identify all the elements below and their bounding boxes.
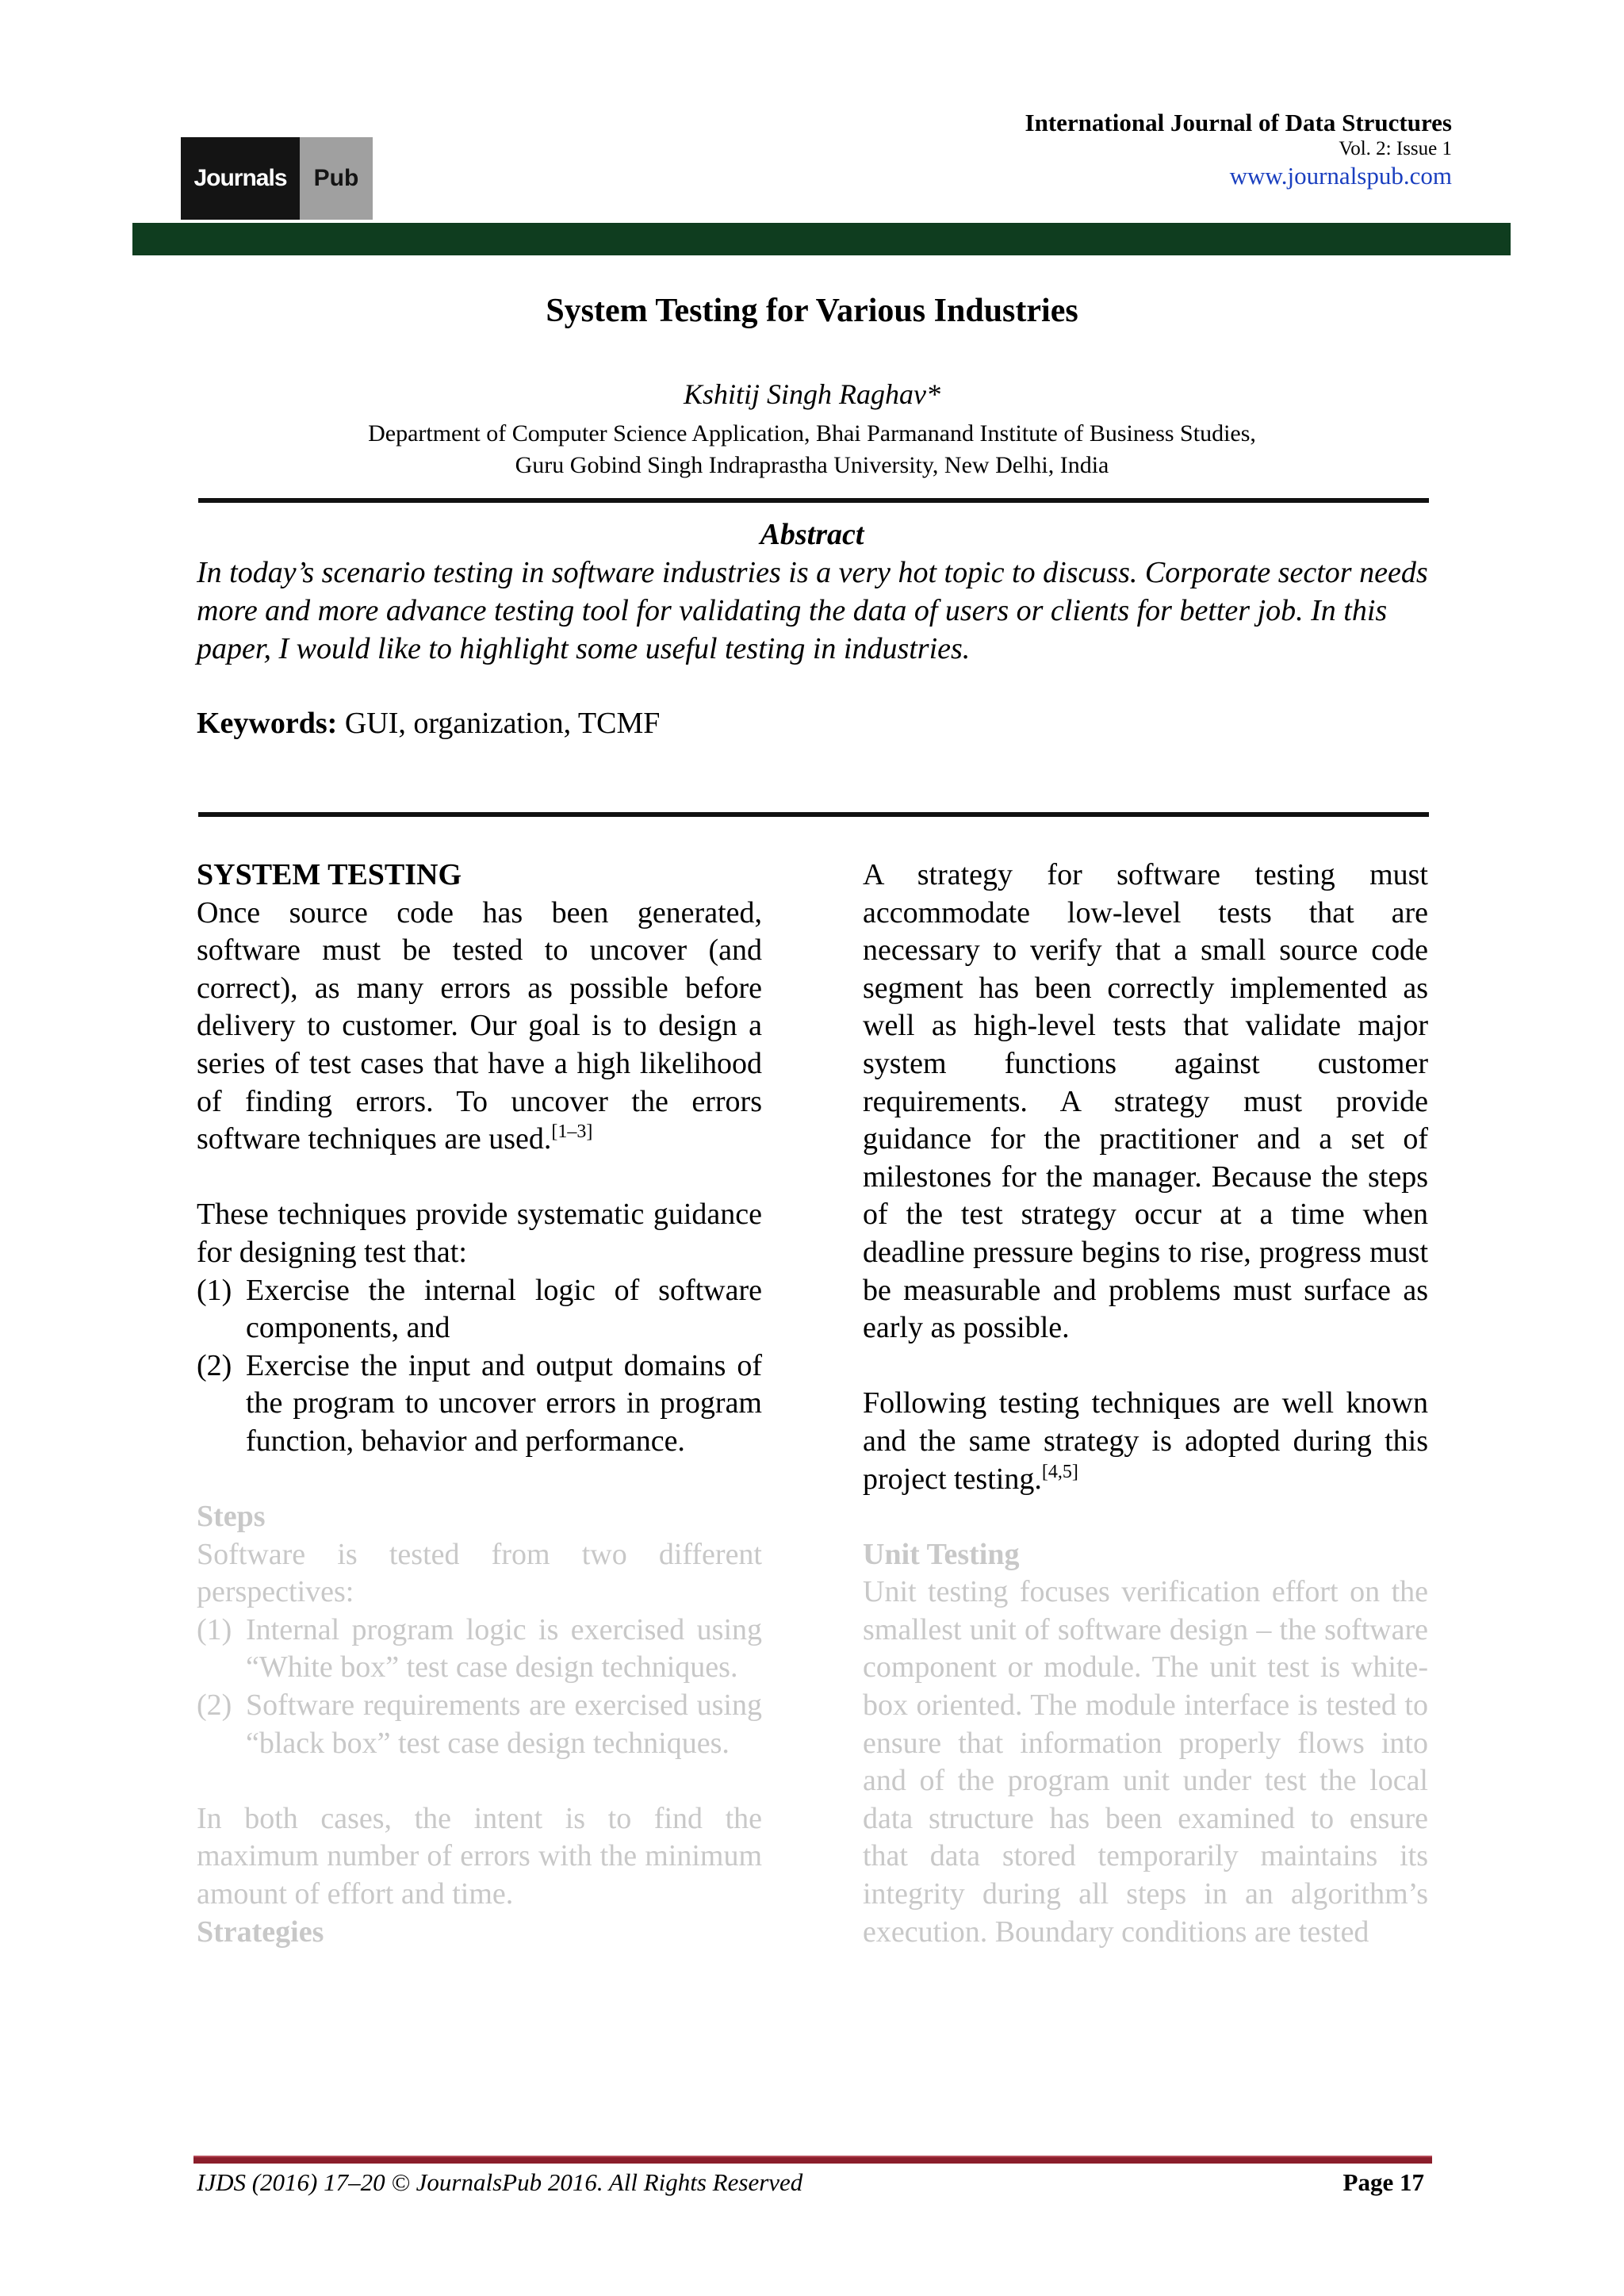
right-column (863, 857, 1428, 1951)
paragraph-intro-text: Once source code has been generated, software must be tested to uncover (and correct), as many errors as possible before delivery to customer. Our goal is to design a series of test cases that have a high likelihood of finding errors. To uncover the errors software techniques are used. (197, 895, 762, 1156)
abstract-divider (198, 812, 1429, 817)
affiliation-line-1: Department of Computer Science Application, Bhai Parmanand Institute of Business Studies, (368, 420, 1256, 447)
list-number: (2) (197, 1348, 232, 1382)
section-heading-strategies: Strategies (197, 1915, 324, 1949)
list-number: (1) (197, 1273, 232, 1307)
footer-citation: IJDS (2016) 17–20 © JournalsPub 2016. All Rights Reserved (197, 2168, 803, 2196)
list-text: Exercise the input and output domains of the program to uncover errors in program function, behavior and performance. (246, 1348, 762, 1458)
faded-preview-right (863, 1536, 1428, 1952)
footer-bar (193, 2156, 1432, 2164)
keywords-label: Keywords: (197, 707, 338, 740)
list-number: (1) (197, 1612, 232, 1646)
journal-header (1025, 108, 1452, 190)
logo-left-text: Journals (181, 137, 300, 220)
keywords-value: GUI, organization, TCMF (337, 707, 661, 740)
header-bar (132, 223, 1511, 255)
section-heading-system-testing: SYSTEM TESTING (197, 858, 462, 891)
affiliation-line-2: Guru Gobind Singh Indraprastha University, New Delhi, India (515, 452, 1109, 478)
paragraph-steps-intro: Software is tested from two different perspectives: (197, 1537, 762, 1609)
top-divider (198, 498, 1429, 503)
section-heading-steps: Steps (197, 1500, 266, 1534)
paragraph-techniques-known (863, 1385, 1428, 1498)
journal-volume-issue: Vol. 2: Issue 1 (1339, 138, 1452, 160)
paragraph-strategy: A strategy for software testing must accommodate low-level tests that are necessary to verify that a small source code segment has been correctly implemented as well as high-level tests that validate major system functions against customer requirements. A strategy must provide guidance for the practitioner and a set of milestones for the manager. Because the steps of the test strategy occur at a time when deadline pressure begins to rise, progress must be measurable and problems must surface as early as possible. (863, 858, 1428, 1345)
list-item (197, 1612, 762, 1687)
keywords (197, 706, 660, 741)
paragraph-steps: In both cases, the intent is to find the maximum number of errors with the minimum amount of effort and time. (197, 1801, 762, 1911)
author-affiliation (0, 418, 1624, 481)
list-text: Exercise the internal logic of software components, and (246, 1273, 762, 1345)
citation-ref[interactable]: [1–3] (551, 1121, 593, 1143)
citation-ref[interactable]: [4,5] (1041, 1461, 1078, 1482)
paragraph-intro (197, 895, 762, 1159)
paragraph-unit-testing: Unit testing focuses verification effort on the smallest unit of software design – the software component or module. The unit test is white-box oriented. The module interface is tested to ensure that information properly flows into and of the program unit under test the local data structure has been examined to ensure that data stored temporarily maintains its integrity during all steps in an algorithm’s execution. Boundary conditions are tested (863, 1575, 1428, 1949)
article-title: System Testing for Various Industries (546, 293, 1078, 329)
article-author: Kshitij Singh Raghav* (684, 378, 940, 410)
abstract-text: In today’s scenario testing in software industries is a very hot topic to discuss. Corporate sector needs more and more advance testing tool for validating the data of users or clients for better job. In this paper, I would like to highlight some useful testing in industries. (197, 556, 1428, 665)
list-item (197, 1687, 762, 1762)
logo-right-text: Pub (300, 137, 373, 220)
page-number: Page 17 (1342, 2168, 1424, 2196)
paragraph-techniques: These techniques provide systematic guidance for designing test that: (197, 1198, 762, 1269)
list-text: Internal program logic is exercised using “White box” test case design techniques. (246, 1612, 762, 1685)
section-heading-unit-testing: Unit Testing (863, 1537, 1020, 1571)
list-number: (2) (197, 1688, 232, 1723)
list-item (197, 1347, 762, 1461)
faded-preview-left (197, 1498, 762, 1951)
journal-url-link[interactable]: www.journalspub.com (1229, 162, 1452, 190)
list-text: Software requirements are exercised using “black box” test case design techniques. (246, 1688, 762, 1760)
left-column (197, 857, 762, 1951)
list-item (197, 1272, 762, 1347)
journalspub-logo (181, 137, 373, 220)
journal-title: International Journal of Data Structures (1025, 109, 1452, 136)
abstract-heading: Abstract (760, 518, 864, 551)
paragraph-techniques-known-text: Following testing techniques are well known and the same strategy is adopted during this project testing. (863, 1386, 1428, 1496)
